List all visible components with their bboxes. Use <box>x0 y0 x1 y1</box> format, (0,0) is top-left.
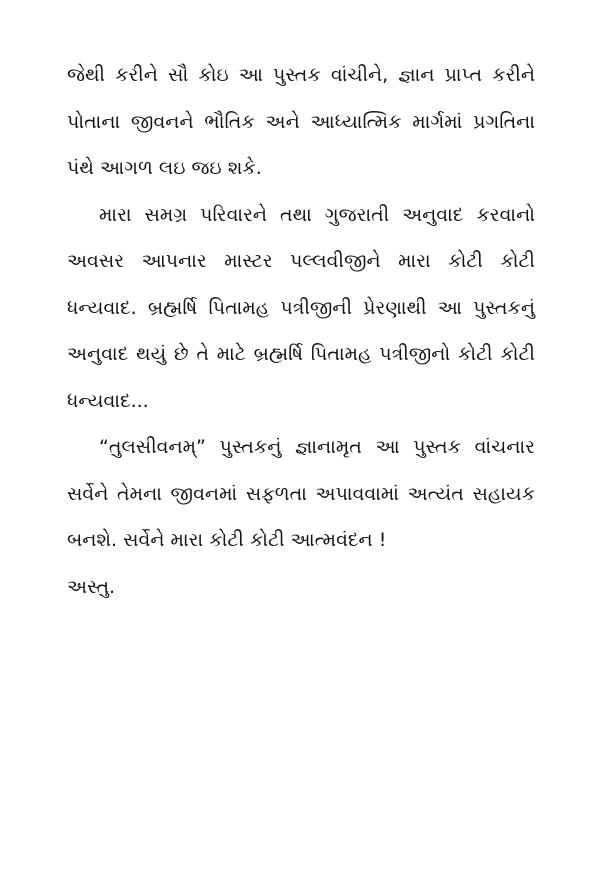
page-text <box>67 52 535 610</box>
paragraph-thanks: મારા સમગ્ર પરિવારને તથા ગુજરાતી અનુવાદ કરવાનો અવસર આપનાર માસ્ટર પલ્લવીજીને મારા કોટી કોટી ધન્યવાદ. બ્રહ્મર્ષિ પિતામહ પત્રીજીની પ્રેરણાથી આ પુસ્તકનું અનુવાદ થયું છે તે માટે બ્રહ્મર્ષિ પિતામહ પત્રીજીનો કોટી કોટી ધન્યવાદ... <box>67 203 535 412</box>
paragraph-continuation: જેથી કરીને સૌ કોઇ આ પુસ્તક વાંચીને, જ્ઞાન પ્રાપ્ત કરીને પોતાના જીવનને ભૌતિક અને આધ્યાત્મિક માર્ગમાં પ્રગતિના પંથે આગળ લઇ જઇ શકે. <box>67 64 535 179</box>
paragraph-closing: અસ્તુ. <box>67 575 116 598</box>
paragraph-blessing: “તુલસીવનમ્” પુસ્તકનું જ્ઞાનામૃત આ પુસ્તક વાંચનાર સર્વેને તેમના જીવનમાં સફળતા અપાવવામાં અત્યંત સહાયક બનશે. સર્વેને મારા કોટી કોટી આત્મવંદન ! <box>67 436 535 551</box>
